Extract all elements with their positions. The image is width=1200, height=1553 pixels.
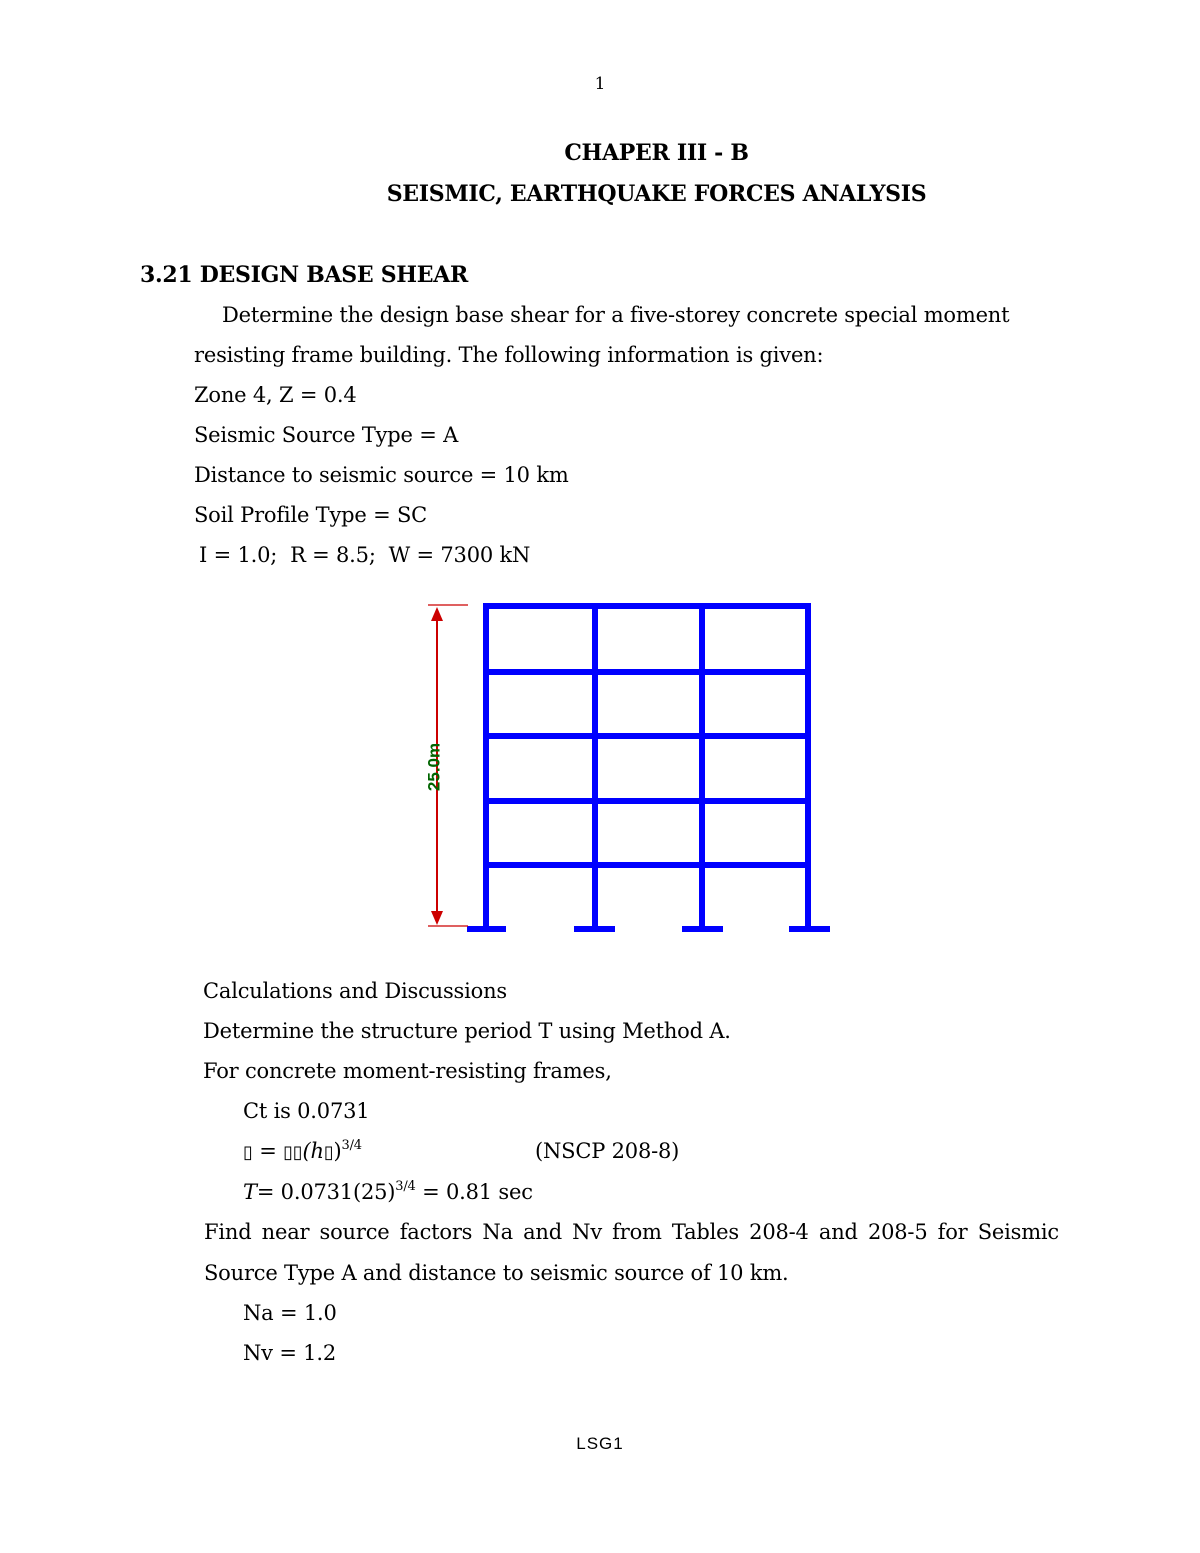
given-zone: Zone 4, Z = 0.4 [194,383,357,407]
given-distance: Distance to seismic source = 10 km [194,463,569,487]
period-result: $T= 0.0731(25)^{3/4} = 0.81$ sec [243,1179,533,1204]
na-value: Na = 1.0 [243,1301,337,1325]
find-factors-line-1: Find near source factors Na and Nv from Tables 208-4 and 208-5 for Seismic [204,1220,1059,1244]
height-label: 25.0m [424,742,444,792]
arrowhead-bottom [431,911,443,925]
formula-symbol-ct: ▯▯ [283,1142,303,1163]
calc-line-2: For concrete moment-resisting frames, [203,1059,612,1083]
arrowhead-top [431,607,443,621]
ct-value: Ct is 0.0731 [243,1099,370,1123]
page-number: 1 [594,74,606,94]
given-soil-profile: Soil Profile Type = SC [194,503,427,527]
intro-line-1: Determine the design base shear for a five-storey concrete special moment [222,303,1010,327]
chapter-title: CHAPER III - B [564,140,749,166]
frame-structure [467,605,830,929]
given-factors: I = 1.0; R = 8.5; W = 7300 kN [199,543,531,567]
frame-diagram [410,595,840,940]
calc-heading: Calculations and Discussions [203,979,507,1003]
period-formula: ▯ = ▯▯(h▯)$^{3/4}$ [243,1138,362,1163]
intro-line-2: resisting frame building. The following information is given: [194,343,824,367]
nv-value: Nv = 1.2 [243,1341,336,1365]
formula-symbol-n: ▯ [323,1142,334,1163]
calc-line-1: Determine the structure period T using Method A. [203,1019,731,1043]
section-heading: 3.21 DESIGN BASE SHEAR [140,262,468,288]
footer-label: LSG1 [576,1434,624,1453]
given-source-type: Seismic Source Type = A [194,423,459,447]
formula-symbol-t: ▯ [243,1142,253,1163]
find-factors-line-2: Source Type A and distance to seismic source of 10 km. [204,1261,789,1285]
formula-reference: (NSCP 208-8) [535,1139,680,1163]
chapter-subtitle: SEISMIC, EARTHQUAKE FORCES ANALYSIS [386,181,927,207]
